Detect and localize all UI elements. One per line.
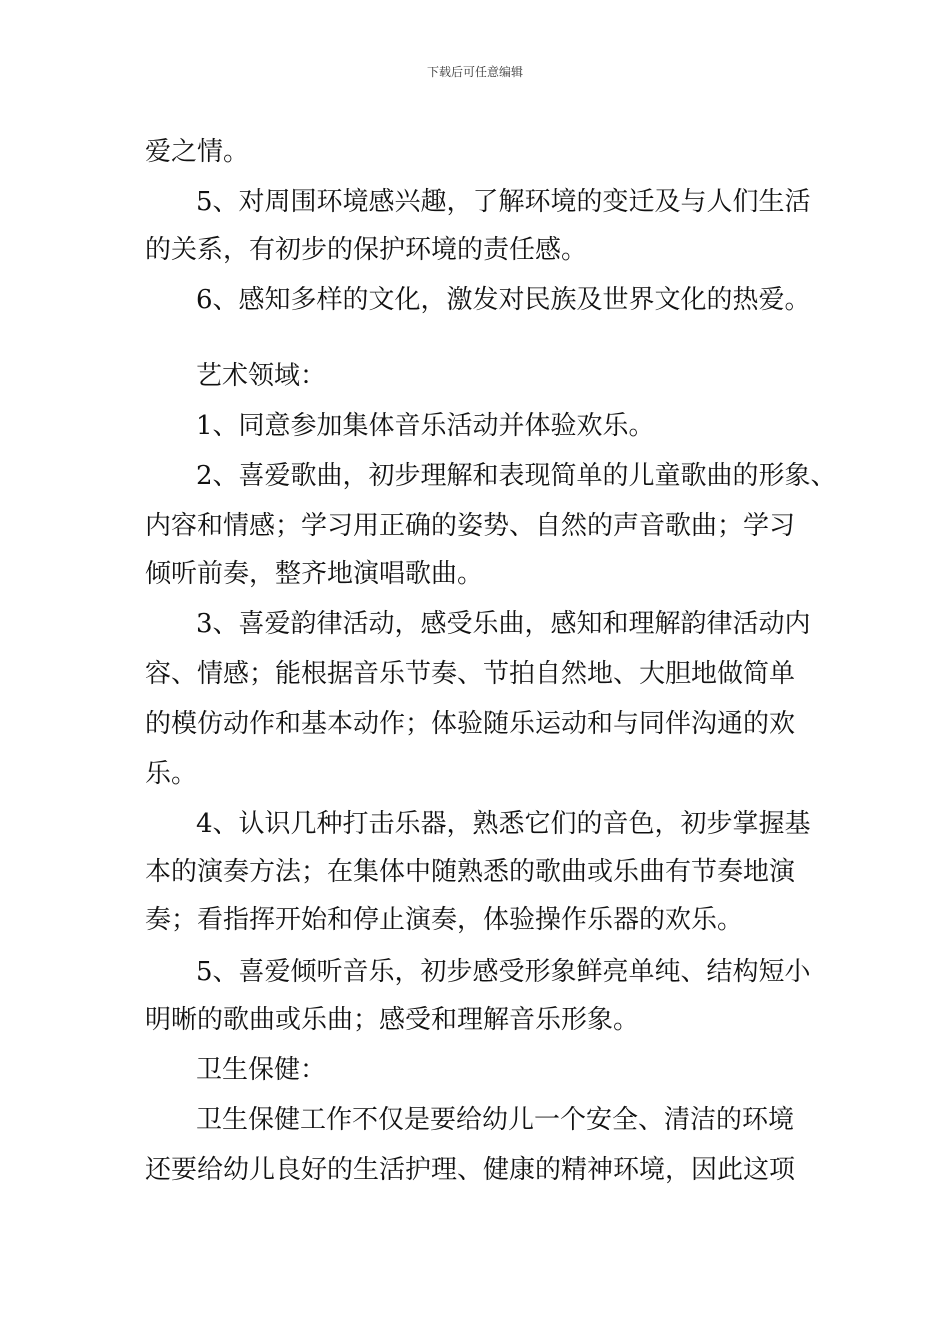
text-line: 5、对周围环境感兴趣，了解环境的变迁及与人们生活 (196, 187, 811, 217)
text-line: 乐。 (145, 759, 198, 789)
text-line: 容、情感；能根据音乐节奏、节拍自然地、大胆地做简单 (145, 659, 796, 689)
text-line: 还要给幼儿良好的生活护理、健康的精神环境，因此这项 (145, 1155, 796, 1185)
text-line: 6、感知多样的文化，激发对民族及世界文化的热爱。 (196, 285, 811, 315)
text-line: 本的演奏方法；在集体中随熟悉的歌曲或乐曲有节奏地演 (145, 857, 796, 887)
text-line: 3、喜爱韵律活动，感受乐曲，感知和理解韵律活动内 (196, 609, 811, 639)
text-line: 2、喜爱歌曲，初步理解和表现简单的儿童歌曲的形象、 (196, 461, 837, 491)
text-line: 明晰的歌曲或乐曲；感受和理解音乐形象。 (145, 1005, 640, 1035)
text-line: 4、认识几种打击乐器，熟悉它们的音色，初步掌握基 (196, 809, 811, 839)
section-heading: 艺术领域： (196, 361, 327, 391)
text-line: 1、同意参加集体音乐活动并体验欢乐。 (196, 411, 655, 441)
text-line: 内容和情感；学习用正确的姿势、自然的声音歌曲；学习 (145, 511, 796, 541)
page-header: 下载后可任意编辑 (426, 65, 523, 79)
text-line: 倾听前奏，整齐地演唱歌曲。 (145, 559, 484, 589)
text-line: 奏；看指挥开始和停止演奏，体验操作乐器的欢乐。 (145, 905, 744, 935)
text-line: 5、喜爱倾听音乐，初步感受形象鲜亮单纯、结构短小 (196, 957, 811, 987)
text-line: 的模仿动作和基本动作；体验随乐运动和与同伴沟通的欢 (145, 709, 796, 739)
text-line: 卫生保健工作不仅是要给幼儿一个安全、清洁的环境 (196, 1105, 795, 1135)
text-line: 的关系，有初步的保护环境的责任感。 (145, 235, 588, 265)
section-heading: 卫生保健： (196, 1055, 327, 1085)
text-line: 爱之情。 (145, 137, 250, 167)
